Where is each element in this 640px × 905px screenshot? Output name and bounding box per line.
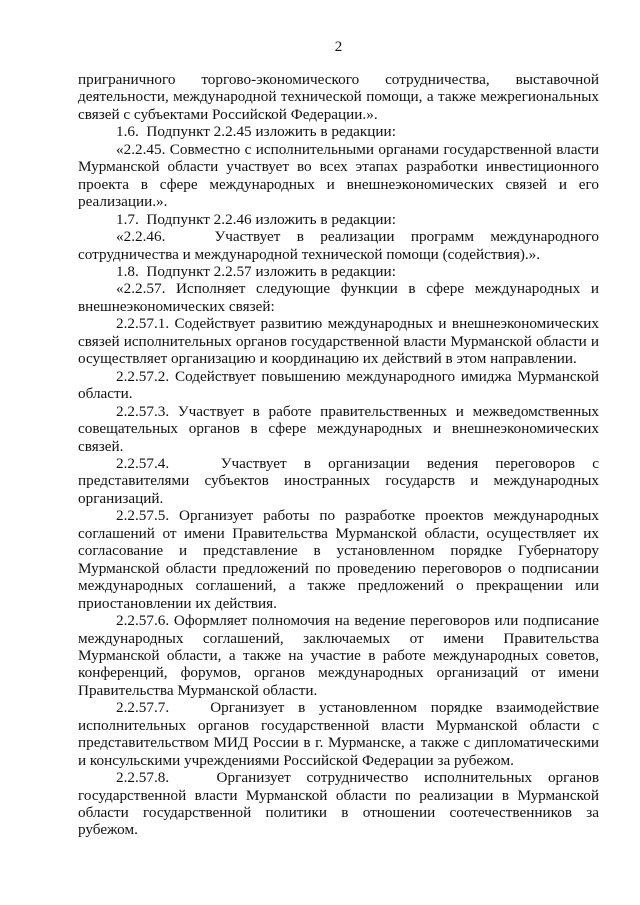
amendment-item-1-8: 1.8. Подпункт 2.2.57 изложить в редакции: bbox=[116, 262, 396, 280]
clause-2-2-57-2: 2.2.57.2. Содействует повышению международного имиджа Мурманской области. bbox=[78, 367, 599, 403]
amendment-item-1-7: 1.7. Подпункт 2.2.46 изложить в редакции: bbox=[116, 210, 396, 228]
clause-2-2-57-8: 2.2.57.8. Организует сотрудничество исполнительных органов государственной власти Мурманской области по реализации в Мурманской области государственной политики в отношении соотечественников за рубежом. bbox=[78, 769, 599, 839]
clause-2-2-45: «2.2.45. Совместно с исполнительными органами государственной власти Мурманской области участвует во всех этапах разработки инвестиционного проекта в сфере международных и внешнеэкономических связей и его реализации.». bbox=[78, 140, 599, 211]
page-number: 2 bbox=[334, 39, 343, 55]
clause-2-2-57-6: 2.2.57.6. Оформляет полномочия на ведение переговоров или подписание международных соглашений, заключаемых от имени Правительства Мурманской области, а также на участие в работе международных советов, конференций, форумов, органов международных организаций от имени Правительства Мурманской области. bbox=[78, 612, 599, 699]
amendment-item-1-6: 1.6. Подпункт 2.2.45 изложить в редакции: bbox=[116, 123, 396, 141]
clause-2-2-57-7: 2.2.57.7. Организует в установленном порядке взаимодействие исполнительных органов государственной власти Мурманской области с представительством МИД России в г. Мурманске, а также с дипломатическими и консульскими учреждениями Российской Федерации за рубежом. bbox=[78, 699, 599, 769]
clause-2-2-57: «2.2.57. Исполняет следующие функции в сфере международных и внешнеэкономических связей: bbox=[78, 280, 599, 315]
clause-2-2-46: «2.2.46. Участвует в реализации программ международного сотрудничества и международной технической помощи (содействия).». bbox=[78, 228, 599, 263]
clause-2-2-57-3: 2.2.57.3. Участвует в работе правительственных и межведомственных совещательных органов в сфере международных и внешнеэкономических связей. bbox=[78, 402, 599, 455]
paragraph-continuation: приграничного торгово-экономического сотрудничества, выставочной деятельности, международной технической помощи, а также межрегиональных связей с субъектами Российской Федерации.». bbox=[78, 71, 599, 123]
document-body bbox=[78, 71, 599, 839]
clause-2-2-57-1: 2.2.57.1. Содействует развитию международных и внешнеэкономических связей исполнительных органов государственной власти Мурманской области и осуществляет организацию и координацию их действий в этом направлении. bbox=[78, 315, 599, 368]
clause-2-2-57-4: 2.2.57.4. Участвует в организации ведения переговоров с представителями субъектов иностранных государств и международных организаций. bbox=[78, 454, 599, 507]
clause-2-2-57-5: 2.2.57.5. Организует работы по разработке проектов международных соглашений от имени Правительства Мурманской области, осуществляет их согласование и представление в установленном порядке Губернатору Мурманской области предложений по проведению переговоров о подписании международных соглашений, а также предложений о прекращении или приостановлении их действия. bbox=[78, 507, 599, 612]
